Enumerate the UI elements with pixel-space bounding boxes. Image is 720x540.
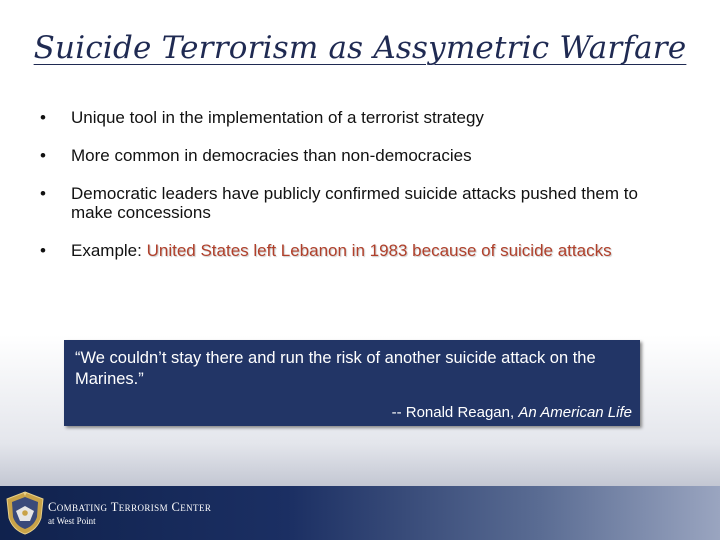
quote-attribution-prefix: -- Ronald Reagan,	[391, 404, 519, 421]
bullet-item	[40, 108, 680, 127]
quote-text: “We couldn’t stay there and run the risk of another suicide attack on the Marines.”	[75, 349, 596, 388]
footer-logo-name: Combating Terrorism Center	[48, 500, 212, 514]
bullet-text: Democratic leaders have publicly confirmed suicide attacks pushed them to make concessions	[71, 184, 638, 222]
bullet-list	[40, 108, 680, 279]
bullet-item	[40, 184, 680, 222]
quote-attribution-title: An American Life	[518, 404, 632, 421]
bullet-item	[40, 146, 680, 165]
bullet-glyph: •	[40, 108, 46, 127]
bullet-prefix: Example:	[71, 241, 147, 260]
quote-attribution	[392, 404, 632, 421]
bullet-text: More common in democracies than non-democracies	[71, 146, 472, 165]
quote-box	[64, 340, 640, 426]
bullet-glyph: •	[40, 241, 46, 260]
slide-title: Suicide Terrorism as Assymetric Warfare	[33, 30, 687, 66]
bullet-highlight: United States left Lebanon in 1983 because of suicide attacks	[146, 241, 612, 260]
footer-logo-subtitle: at West Point	[48, 516, 96, 526]
bullet-glyph: •	[40, 184, 46, 203]
bullet-item	[40, 241, 680, 260]
bullet-text: Unique tool in the implementation of a terrorist strategy	[71, 108, 484, 127]
west-point-seal-icon	[4, 490, 46, 536]
bullet-glyph: •	[40, 146, 46, 165]
